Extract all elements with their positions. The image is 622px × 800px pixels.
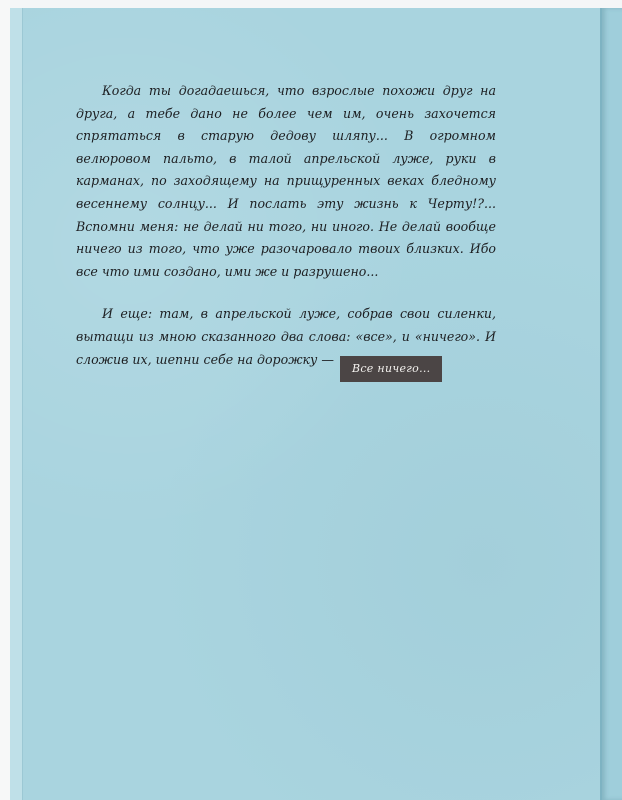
closing-badge: Все ничего... <box>340 356 443 382</box>
scan-edge-top <box>0 0 622 8</box>
paragraph-2 <box>76 303 496 381</box>
paragraph-2-text: И еще: там, в апрельской луже, собрав свои силенки, вытащи из мною сказанного два слова: «все», и «ничего». И сложив их, шепни себе на дорожку — <box>76 306 496 367</box>
book-spine <box>600 8 622 800</box>
cover-left-strip <box>10 8 23 800</box>
scan-edge-left <box>0 0 10 800</box>
cover-text-block <box>76 80 496 382</box>
paragraph-1: Когда ты догадаешься, что взрослые похожи друг на друга, а тебе дано не более чем им, очень захочется спрятаться в старую дедову шляпу... В огромном велюровом пальто, в талой апрельской луже, руки в карманах, по заходящему на прищуренных веках бледному весеннему солнцу... И послать эту жизнь к Черту!?... Вспомни меня: не делай ни того, ни иного. Не делай вообще ничего из того, что уже разочаровало твоих близких. Ибо все что ими создано, ими же и разрушено... <box>76 83 496 279</box>
